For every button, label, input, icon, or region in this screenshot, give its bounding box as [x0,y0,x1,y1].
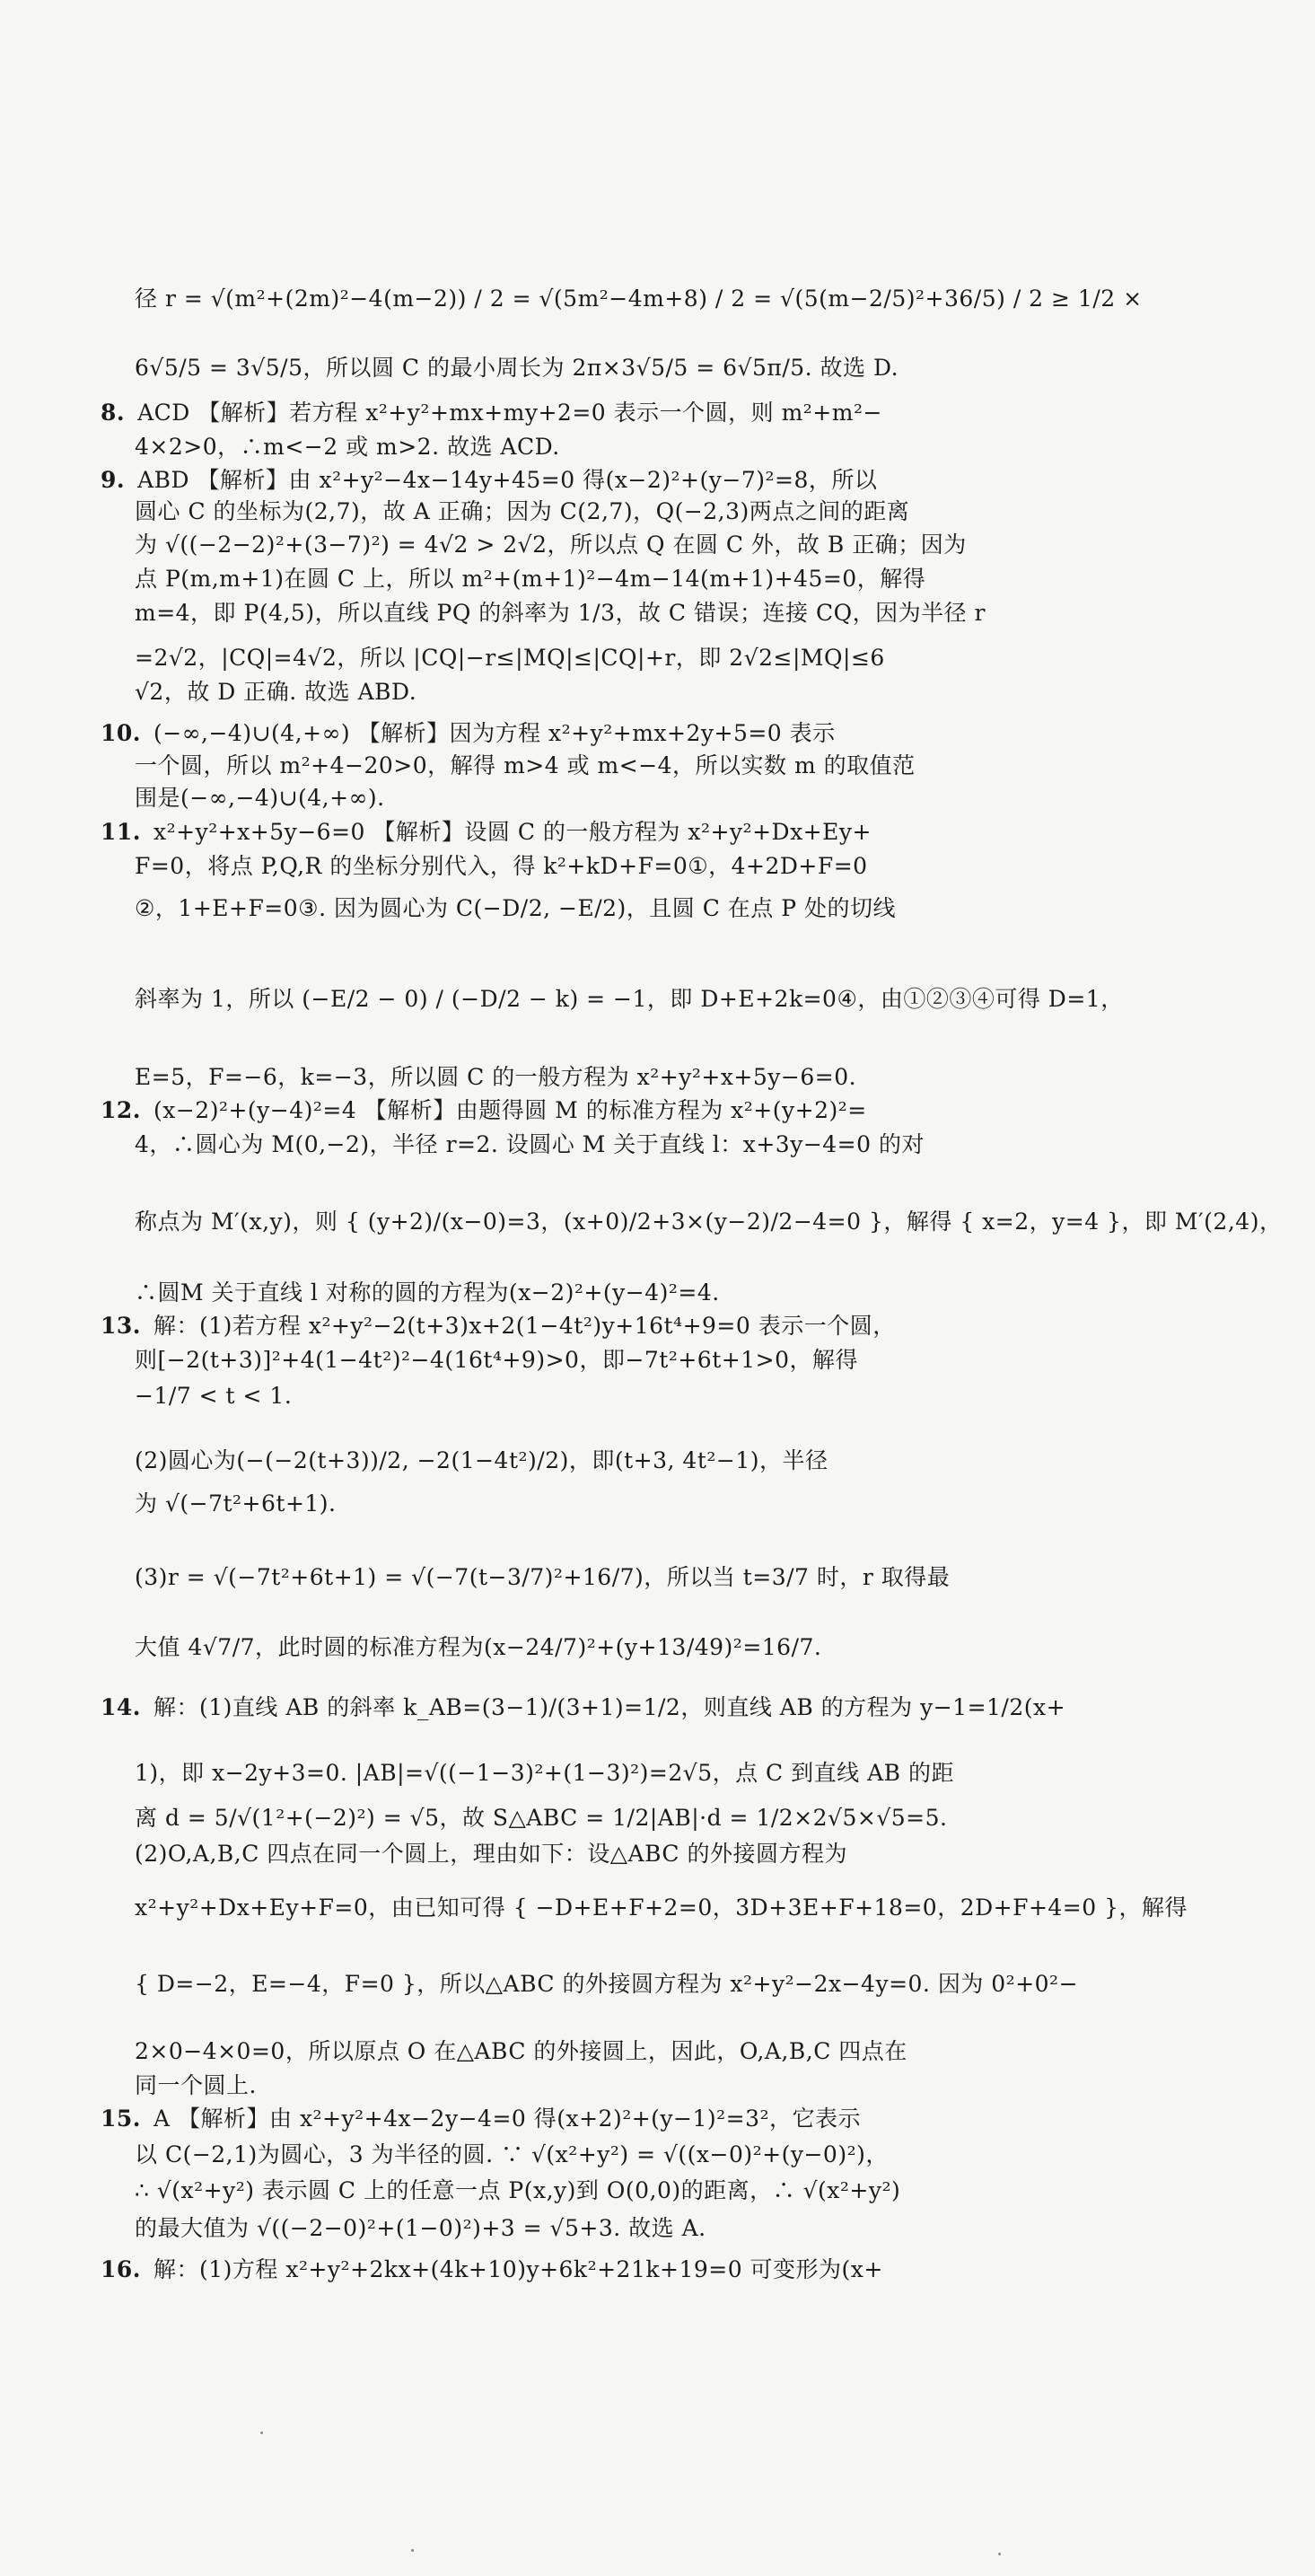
answer-text: ∴圆M 关于直线 l 对称的圆的方程为(x−2)²+(y−4)²=4. [135,1279,720,1306]
question-number: 12. [101,1097,141,1123]
answer-text: 大值 4√7/7，此时圆的标准方程为(x−24/7)²+(y+13/49)²=16/7. [135,1634,822,1660]
answer-line [101,2106,861,2132]
answer-line [135,2177,900,2204]
answer-line [135,1841,847,1868]
answer-text: x²+y²+x+5y−6=0 【解析】设圆 C 的一般方程为 x²+y²+Dx+Ey+ [153,819,872,845]
answer-text: 1)，即 x−2y+3=0. |AB|=√((−1−3)²+(1−3)²)=2√5，点 C 到直线 AB 的距 [135,1760,954,1786]
answer-line [135,1347,858,1374]
answer-line [101,2256,883,2283]
answer-line [135,286,1143,312]
answer-line [101,720,836,747]
answer-text: 点 P(m,m+1)在圆 C 上，所以 m²+(m+1)²−4m−14(m+1)+45=0，解得 [135,566,926,592]
answer-text: 斜率为 1，所以 (−E/2 − 0) / (−D/2 − k) = −1，即 D+E+2k=0④，由①②③④可得 D=1， [135,986,1124,1012]
answer-line [135,1895,1188,1921]
answer-line [135,434,560,461]
answer-text: 离 d = 5/√(1²+(−2)²) = √5，故 S△ABC = 1/2|AB|·d = 1/2×2√5×√5=5. [135,1805,948,1831]
answer-text: √2，故 D 正确. 故选 ABD. [135,679,417,705]
answer-line [101,1097,867,1124]
answer-text: ∴ √(x²+y²) 表示圆 C 上的任意一点 P(x,y)到 O(0,0)的距离，∴ √(x²+y²) [135,2177,901,2203]
answer-text: 4，∴圆心为 M(0,−2)，半径 r=2. 设圆心 M 关于直线 l：x+3y−4=0 的对 [135,1131,925,1157]
answer-text: 以 C(−2,1)为圆心，3 为半径的圆. ∵ √(x²+y²) = √((x−0)²+(y−0)²)， [135,2141,889,2167]
answer-text: 圆心 C 的坐标为(2,7)，故 A 正确；因为 C(2,7)，Q(−2,3)两点之间的距离 [135,498,910,524]
question-number: 16. [101,2256,141,2282]
scan-speck [998,2553,1001,2555]
answer-text: 解：(1)直线 AB 的斜率 k_AB=(3−1)/(3+1)=1/2，则直线 AB 的方程为 y−1=1/2(x+ [153,1694,1066,1720]
answer-text: A 【解析】由 x²+y²+4x−2y−4=0 得(x+2)²+(y−1)²=3²，它表示 [153,2106,862,2132]
answer-line [101,400,882,426]
answer-text: E=5，F=−6，k=−3，所以圆 C 的一般方程为 x²+y²+x+5y−6=0. [135,1064,857,1090]
answer-line [101,1694,1065,1721]
answer-line [135,2038,907,2065]
answer-line [135,679,416,706]
answer-line [135,355,899,382]
answer-text: 6√5/5 = 3√5/5，所以圆 C 的最小周长为 2π×3√5/5 = 6√5π/5. 故选 D. [135,355,899,381]
question-number: 10. [101,720,141,746]
answer-line [135,1279,720,1306]
answer-text: 解：(1)方程 x²+y²+2kx+(4k+10)y+6k²+21k+19=0 可变形为(x+ [153,2256,883,2282]
answer-text: m=4，即 P(4,5)，所以直线 PQ 的斜率为 1/3，故 C 错误；连接 CQ，因为半径 r [135,600,986,626]
answer-text: ②，1+E+F=0③. 因为圆心为 C(−D/2, −E/2)，且圆 C 在点 P 处的切线 [135,895,897,921]
question-number: 8. [101,400,126,426]
answer-text: 2×0−4×0=0，所以原点 O 在△ABC 的外接圆上，因此，O,A,B,C 四点在 [135,2038,907,2064]
answer-line [135,532,967,558]
answer-text: x²+y²+Dx+Ey+F=0，由已知可得 { −D+E+F+2=0，3D+3E+F+18=0，2D+F+4=0 }，解得 [135,1895,1188,1921]
answer-line [135,785,385,812]
answer-line [101,467,877,494]
answer-line [135,2072,257,2099]
answer-text: 4×2>0，∴m<−2 或 m>2. 故选 ACD. [135,434,560,460]
answer-text: (3)r = √(−7t²+6t+1) = √(−7(t−3/7)²+16/7)，所以当 t=3/7 时，r 取得最 [135,1564,951,1590]
answer-line [135,853,868,880]
question-number: 14. [101,1694,141,1720]
question-number: 11. [101,819,141,845]
scan-speck [411,2549,414,2552]
answer-line [135,895,896,922]
answer-text: (x−2)²+(y−4)²=4 【解析】由题得圆 M 的标准方程为 x²+(y+2)²= [153,1097,867,1123]
answer-text: 一个圆，所以 m²+4−20>0，解得 m>4 或 m<−4，所以实数 m 的取值范 [135,752,916,778]
answer-line [135,986,1124,1013]
answer-line [135,752,916,779]
answer-text: 为 √(−7t²+6t+1). [135,1490,337,1517]
answer-line [135,1564,950,1591]
answer-line [135,1209,1282,1235]
scan-speck [260,2431,263,2434]
answer-line [135,1805,947,1832]
answer-line [135,1634,821,1661]
answer-text: (−∞,−4)∪(4,+∞) 【解析】因为方程 x²+y²+mx+2y+5=0 表示 [153,720,836,746]
answer-line [135,1383,292,1410]
answer-line [101,1313,896,1340]
answer-line [135,1971,1078,1998]
answer-text: 的最大值为 √((−2−0)²+(1−0)²)+3 = √5+3. 故选 A. [135,2215,706,2241]
question-number: 15. [101,2106,141,2132]
answer-line [135,1490,337,1517]
answer-line [135,2215,706,2242]
answer-line [135,1447,828,1474]
answer-text: 同一个圆上. [135,2072,257,2098]
question-number: 13. [101,1313,141,1339]
answer-line [101,819,872,846]
answer-text: (2)圆心为(−(−2(t+3))/2, −2(1−4t²)/2)，即(t+3, 4t²−1)，半径 [135,1447,828,1473]
answer-text: { D=−2，E=−4，F=0 }，所以△ABC 的外接圆方程为 x²+y²−2x−4y=0. 因为 0²+0²− [135,1971,1079,1997]
answer-text: −1/7 < t < 1. [135,1383,293,1409]
answer-line [135,498,909,525]
answer-text: F=0，将点 P,Q,R 的坐标分别代入，得 k²+kD+F=0①，4+2D+F=0 [135,853,868,879]
answer-text: 解：(1)若方程 x²+y²−2(t+3)x+2(1−4t²)y+16t⁴+9=0 表示一个圆， [153,1313,896,1339]
answer-line [135,566,925,593]
answer-text: =2√2，|CQ|=4√2，所以 |CQ|−r≤|MQ|≤|CQ|+r，即 2√2≤|MQ|≤6 [135,645,885,671]
answer-text: ABD 【解析】由 x²+y²−4x−14y+45=0 得(x−2)²+(y−7)²=8，所以 [137,467,878,493]
answer-line [135,1760,954,1787]
answer-line [135,645,885,672]
answer-text: 径 r = √(m²+(2m)²−4(m−2)) / 2 = √(5m²−4m+8) / 2 = √(5(m−2/5)²+36/5) / 2 ≥ 1/2 × [135,286,1143,312]
answer-line [135,2141,889,2168]
answer-text: 围是(−∞,−4)∪(4,+∞). [135,785,385,811]
answer-line [135,1131,925,1158]
answer-line [135,600,986,627]
question-number: 9. [101,467,126,493]
answer-text: 为 √((−2−2)²+(3−7)²) = 4√2 > 2√2，所以点 Q 在圆 C 外，故 B 正确；因为 [135,532,967,558]
answer-text: 称点为 M′(x,y)，则 { (y+2)/(x−0)=3，(x+0)/2+3×(y−2)/2−4=0 }，解得 { x=2，y=4 }，即 M′(2,4)， [135,1209,1283,1235]
answer-line [135,1064,856,1091]
answer-text: (2)O,A,B,C 四点在同一个圆上，理由如下：设△ABC 的外接圆方程为 [135,1841,847,1867]
answer-text: 则[−2(t+3)]²+4(1−4t²)²−4(16t⁴+9)>0，即−7t²+6t+1>0，解得 [135,1347,858,1373]
answer-text: ACD 【解析】若方程 x²+y²+mx+my+2=0 表示一个圆，则 m²+m²− [137,400,882,426]
